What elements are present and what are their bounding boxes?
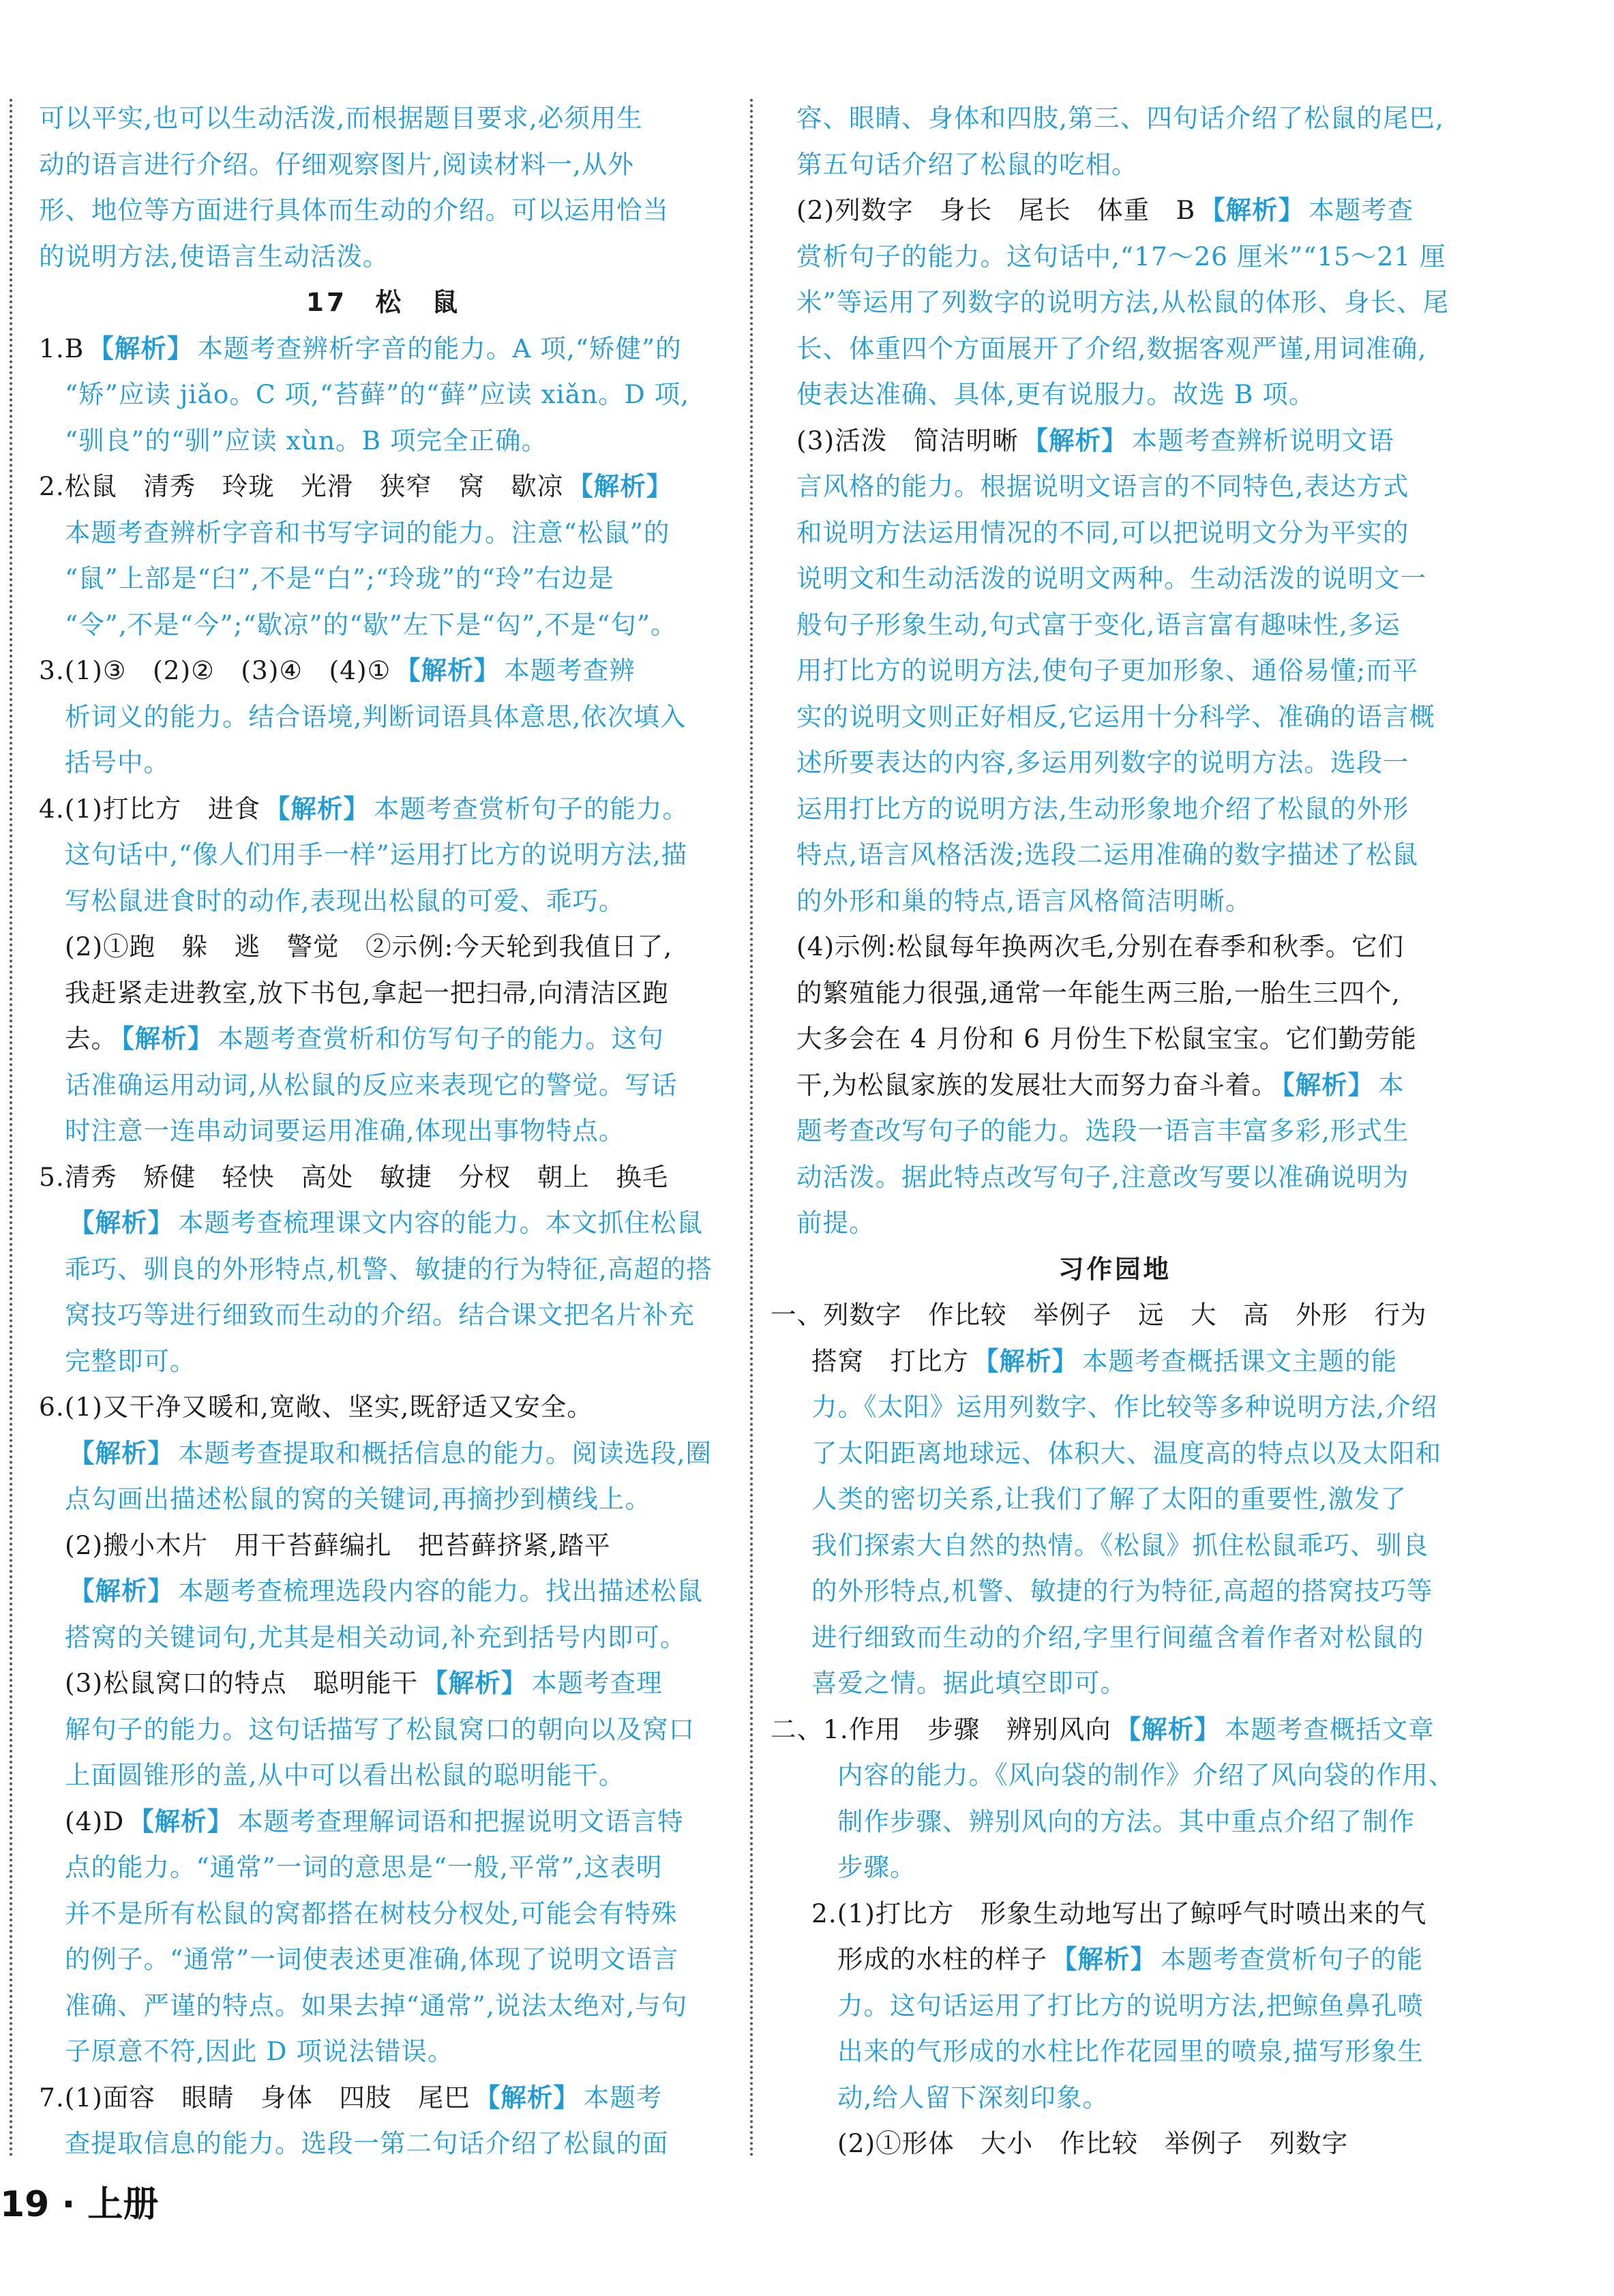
text-line [771,2029,1459,2075]
text-line [771,464,1459,510]
line-text: 使表达准确、具体,更有说服力。故选 B 项。 [796,379,1315,409]
text-line [39,648,728,694]
analysis-text: 本 [1378,1069,1405,1100]
line-text: 1.B [39,333,85,363]
line-text: 并不是所有松鼠的窝都搭在树枝分杈处,可能会有特殊 [65,1898,678,1928]
line-text: 的外形特点,机警、敏捷的行为特征,高超的搭窝技巧等 [811,1576,1433,1606]
analysis-text: 本题考查辨 [504,655,636,685]
text-line [771,1523,1459,1569]
line-text: 动的语言进行介绍。仔细观察图片,阅读材料一,从外 [39,149,634,179]
text-line [39,1615,728,1661]
text-line [771,602,1459,648]
line-text: 动活泼。据此特点改写句子,注意改写要以准确说明为 [796,1161,1409,1192]
line-text: 点勾画出描述松鼠的窝的关键词,再摘抄到横线上。 [65,1484,651,1514]
line-text: 长、体重四个方面展开了介绍,数据客观严谨,用词准确, [796,333,1427,363]
line-text: 去。 [65,1024,117,1054]
line-text: 搭窝 打比方 [811,1345,969,1376]
line-text: 力。这句话运用了打比方的说明方法,把鲸鱼鼻孔喷 [837,1990,1424,2021]
line-text: 7.(1)面容 眼睛 身体 四肢 尾巴 [39,2082,470,2113]
text-line [39,1891,728,1937]
analysis-tag: 【解析】 [567,471,673,501]
line-text: 话准确运用动词,从松鼠的反应来表现它的警觉。写话 [65,1069,678,1100]
line-text: 点的能力。“通常”一词的意思是“一般,平常”,这表明 [65,1852,663,1882]
text-line [39,326,728,372]
analysis-tag: 【解析】 [1281,1069,1375,1100]
analysis-text: 本题考 [583,2082,663,2113]
line-text: 6.(1)又干净又暖和,宽敞、坚实,既舒适又安全。 [39,1392,593,1422]
line-text: 解句子的能力。这句话描写了松鼠窝口的朝向以及窝口 [65,1714,695,1744]
text-line [39,188,728,234]
analysis-tag: 【解析】 [1022,425,1128,456]
text-line [771,1431,1459,1477]
line-text: (4)D [65,1806,125,1836]
text-line [771,1937,1459,1983]
line-text: 2.(1)打比方 形象生动地写出了鲸呼气时喷出来的气 [811,1898,1427,1928]
text-line [771,740,1459,786]
text-line [39,1983,728,2029]
text-line [39,970,728,1017]
analysis-text: 本题考查辨析说明文语 [1131,425,1394,456]
line-text: 的例子。“通常”一词使表述更准确,体现了说明文语言 [65,1944,679,1974]
text-line [39,1937,728,1983]
analysis-tag: 【解析】 [69,1437,174,1468]
analysis-tag: 【解析】 [1199,195,1305,225]
text-line [39,2029,728,2075]
text-line [39,832,728,878]
line-text: 我赶紧走进教室,放下书包,拿起一把扫帚,向清洁区跑 [65,977,669,1008]
text-line [771,1384,1459,1431]
line-text: 大多会在 4 月份和 6 月份生下松鼠宝宝。它们勤劳能 [796,1024,1417,1054]
line-text: 的繁殖能力很强,通常一年能生两三胎,一胎生三四个, [796,977,1401,1008]
text-line [771,1339,1459,1385]
analysis-text: 本题考查概括课文主题的能 [1082,1345,1397,1376]
text-line [39,372,728,418]
text-line [39,1568,728,1615]
left-margin-dotted-line [10,99,12,2158]
line-text: 4.(1)打比方 进食 [39,793,260,824]
analysis-text: 本题考查赏析句子的能力。 [373,793,689,824]
text-line [39,234,728,280]
line-text: 赏析句子的能力。这句话中,“17～26 厘米”“15～21 厘 [796,241,1446,271]
analysis-tag: 【解析】 [1115,1714,1221,1744]
line-text: (4)示例:松鼠每年换两次毛,分别在春季和秋季。它们 [796,931,1405,961]
line-text: 第五句话介绍了松鼠的吃相。 [796,149,1138,179]
text-line [771,372,1459,418]
text-line [771,832,1459,878]
line-text: 运用打比方的说明方法,生动形象地介绍了松鼠的外形 [796,793,1409,824]
line-text: 步骤。 [837,1852,916,1882]
line-text: 3.(1)③ (2)② (3)④ (4)① [39,655,391,685]
line-text: 人类的密切关系,让我们了解了太阳的重要性,激发了 [811,1484,1407,1514]
analysis-tag: 【解析】 [128,1806,234,1836]
text-line [771,556,1459,602]
text-line [39,1016,728,1062]
line-text: 可以平实,也可以生动活泼,而根据题目要求,必须用生 [39,103,643,133]
line-text: (2)搬小木片 用干苔藓编扎 把苔藓挤紧,踏平 [65,1530,611,1560]
text-line [771,1200,1459,1247]
line-text: 括号中。 [65,747,170,777]
section-title [771,1247,1459,1293]
text-line [39,2121,728,2167]
line-text: 米”等运用了列数字的说明方法,从松鼠的体形、身长、尾 [796,287,1450,317]
line-text: 的说明方法,使语言生动活泼。 [39,241,389,271]
text-line [39,1799,728,1845]
line-text: (2)列数字 身长 尾长 体重 B [796,195,1196,225]
analysis-tag: 【解析】 [1051,1944,1156,1974]
text-line [771,1983,1459,2029]
line-text: 时注意一连串动词要运用准确,体现出事物特点。 [65,1116,625,1146]
analysis-text: 本题考查 [1309,195,1414,225]
text-line [39,1845,728,1891]
text-line [39,142,728,188]
line-text: 说明文和生动活泼的说明文两种。生动活泼的说明文一 [796,563,1426,593]
analysis-text: 本题考查提取和概括信息的能力。阅读选段,圈 [178,1437,712,1468]
text-line [39,1523,728,1569]
section-title [39,280,728,326]
text-line [39,1476,728,1523]
text-line [771,1292,1459,1339]
analysis-tag: 【解析】 [69,1208,174,1238]
line-text: 特点,语言风格活泼;选段二运用准确的数字描述了松鼠 [796,839,1419,869]
line-text: 析词义的能力。结合语境,判断词语具体意思,依次填入 [65,701,687,732]
line-text: “鼠”上部是“臼”,不是“白”;“玲珑”的“玲”右边是 [65,563,614,593]
line-text: 用打比方的说明方法,使句子更加形象、通俗易懂;而平 [796,655,1419,685]
text-line [771,1845,1459,1891]
text-line [771,648,1459,694]
text-line [771,1707,1459,1753]
analysis-tag: 【解析】 [395,655,500,685]
line-text: 查提取信息的能力。选段一第二句话介绍了松鼠的面 [65,2128,669,2158]
analysis-text: 本题考查理解词语和把握说明文语言特 [237,1806,684,1836]
line-text: 和说明方法运用情况的不同,可以把说明文分为平实的 [796,517,1409,548]
text-line [771,878,1459,925]
text-line [39,1707,728,1753]
text-line [771,1891,1459,1937]
line-text: 子原意不符,因此 D 项说法错误。 [65,2036,454,2066]
line-text: 干,为松鼠家族的发展壮大而努力奋斗着。 [796,1069,1278,1100]
text-line [771,1476,1459,1523]
text-line [39,1154,728,1201]
line-text: 我们探索大自然的热情。《松鼠》抓住松鼠乖巧、驯良 [811,1530,1429,1560]
right-column [771,95,1459,2167]
line-text: 搭窝的关键词句,尤其是相关动词,补充到括号内即可。 [65,1622,687,1652]
line-text: 乖巧、驯良的外形特点,机警、敏捷的行为特征,高超的搭 [65,1253,713,1284]
text-line [771,418,1459,464]
line-text: (3)松鼠窝口的特点 聪明能干 [65,1668,419,1698]
text-line [771,2121,1459,2167]
line-text: 窝技巧等进行细致而生动的介绍。结合课文把名片补充 [65,1300,695,1330]
line-text: (3)活泼 简洁明晰 [796,425,1019,456]
line-text: “驯良”的“驯”应读 xùn。B 项完全正确。 [65,425,548,456]
line-text: 形、地位等方面进行具体而生动的介绍。可以运用恰当 [39,195,669,225]
text-line [771,786,1459,833]
text-line [39,2075,728,2121]
text-line [39,602,728,648]
text-line [39,418,728,464]
analysis-text: 本题考查梳理选段内容的能力。找出描述松鼠 [178,1576,703,1606]
text-line [771,970,1459,1017]
line-text: 二、1.作用 步骤 辨别风向 [771,1714,1111,1744]
column-divider-dotted-line [750,99,753,2158]
analysis-tag: 【解析】 [474,2082,580,2113]
text-line [771,188,1459,234]
line-text: 述所要表达的内容,多运用列数字的说明方法。选段一 [796,747,1409,777]
text-line [771,1154,1459,1201]
analysis-tag: 【解析】 [264,793,370,824]
line-text: 5.清秀 矫健 轻快 高处 敏捷 分杈 朝上 换毛 [39,1161,669,1192]
line-text: 准确、严谨的特点。如果去掉“通常”,说法太绝对,与句 [65,1990,688,2021]
line-text: 上面圆锥形的盖,从中可以看出松鼠的聪明能干。 [65,1760,625,1790]
text-line [39,464,728,510]
line-text: 一、列数字 作比较 举例子 远 大 高 外形 行为 [771,1300,1427,1330]
line-text: “令”,不是“今”;“歇凉”的“歇”左下是“匃”,不是“匂”。 [65,609,677,640]
text-line [39,1339,728,1385]
line-text: 出来的气形成的水柱比作花园里的喷泉,描写形象生 [837,2036,1424,2066]
line-text: 制作步骤、辨别风向的方法。其中重点介绍了制作 [837,1806,1415,1836]
line-text: 力。《太阳》运用列数字、作比较等多种说明方法,介绍 [811,1392,1438,1422]
text-line [39,510,728,556]
text-line [771,234,1459,280]
line-text: 进行细致而生动的介绍,字里行间蕴含着作者对松鼠的 [811,1622,1424,1652]
line-text: 般句子形象生动,句式富于变化,语言富有趣味性,多运 [796,609,1401,640]
text-line [39,1753,728,1799]
text-line [771,142,1459,188]
left-column [39,95,728,2167]
text-line [39,1062,728,1109]
line-text: 17 松 鼠 [305,287,461,317]
line-text: 内容的能力。《风向袋的制作》介绍了风向袋的作用、 [837,1760,1455,1790]
analysis-text: 本题考查辨析字音的能力。A 项,“矫健”的 [197,333,682,363]
text-line [39,1247,728,1293]
line-text: 言风格的能力。根据说明文语言的不同特色,表达方式 [796,471,1409,501]
analysis-tag: 【解析】 [422,1668,528,1698]
line-text: 的外形和巢的特点,语言风格简洁明晰。 [796,885,1252,916]
analysis-tag: 【解析】 [69,1576,174,1606]
line-text: 这句话中,“像人们用手一样”运用打比方的说明方法,描 [65,839,688,869]
line-text: “矫”应读 jiǎo。C 项,“苔藓”的“藓”应读 xiǎn。D 项, [65,379,690,409]
line-text: 前提。 [796,1208,876,1238]
text-line [39,1108,728,1154]
page-footer: 19 · 上册 [0,2184,159,2225]
text-line [771,694,1459,741]
line-text: 喜爱之情。据此填空即可。 [811,1668,1126,1698]
analysis-text: 本题考查赏析句子的能 [1161,1944,1423,1974]
text-line [771,1108,1459,1154]
text-line [771,1568,1459,1615]
line-text: 实的说明文则正好相反,它运用十分科学、准确的语言概 [796,701,1435,732]
analysis-text: 本题考查梳理课文内容的能力。本文抓住松鼠 [178,1208,703,1238]
text-line [39,556,728,602]
line-text: 了太阳距离地球远、体积大、温度高的特点以及太阳和 [811,1437,1441,1468]
analysis-tag: 【解析】 [973,1345,1078,1376]
text-line [39,1292,728,1339]
line-text: 习作园地 [1058,1253,1171,1284]
text-line [771,1062,1459,1109]
text-line [771,1016,1459,1062]
text-line [771,95,1459,142]
line-text: 动,给人留下深刻印象。 [837,2082,1109,2113]
text-line [39,1431,728,1477]
text-line [771,326,1459,372]
text-line [39,878,728,925]
line-text: 写松鼠进食时的动作,表现出松鼠的可爱、乖巧。 [65,885,625,916]
analysis-tag: 【解析】 [121,1024,214,1054]
text-line [39,95,728,142]
line-text: 形成的水柱的样子 [837,1944,1047,1974]
text-line [771,1615,1459,1661]
text-line [771,1799,1459,1845]
analysis-text: 本题考查理 [531,1668,663,1698]
line-text: (2)①形体 大小 作比较 举例子 列数字 [837,2128,1349,2158]
text-line [39,1660,728,1707]
text-line [771,924,1459,970]
text-line [39,1384,728,1431]
text-line [39,694,728,741]
line-text: 容、眼睛、身体和四肢,第三、四句话介绍了松鼠的尾巴, [796,103,1444,133]
text-line [39,740,728,786]
text-line [771,2075,1459,2121]
text-line [39,1200,728,1247]
line-text: 题考查改写句子的能力。选段一语言丰富多彩,形式生 [796,1116,1409,1146]
text-line [771,280,1459,326]
text-line [39,786,728,833]
analysis-tag: 【解析】 [88,333,194,363]
analysis-text: 本题考查概括文章 [1224,1714,1435,1744]
line-text: 本题考查辨析字音和书写字词的能力。注意“松鼠”的 [65,517,670,548]
line-text: (2)①跑 躲 逃 警觉 ②示例:今天轮到我值日了, [65,931,673,961]
line-text: 完整即可。 [65,1345,196,1376]
text-line [771,510,1459,556]
analysis-text: 本题考查赏析和仿写句子的能力。这句 [218,1024,664,1054]
line-text: 2.松鼠 清秀 玲珑 光滑 狭窄 窝 歇凉 [39,471,564,501]
text-line [771,1660,1459,1707]
text-line [39,924,728,970]
text-line [771,1753,1459,1799]
